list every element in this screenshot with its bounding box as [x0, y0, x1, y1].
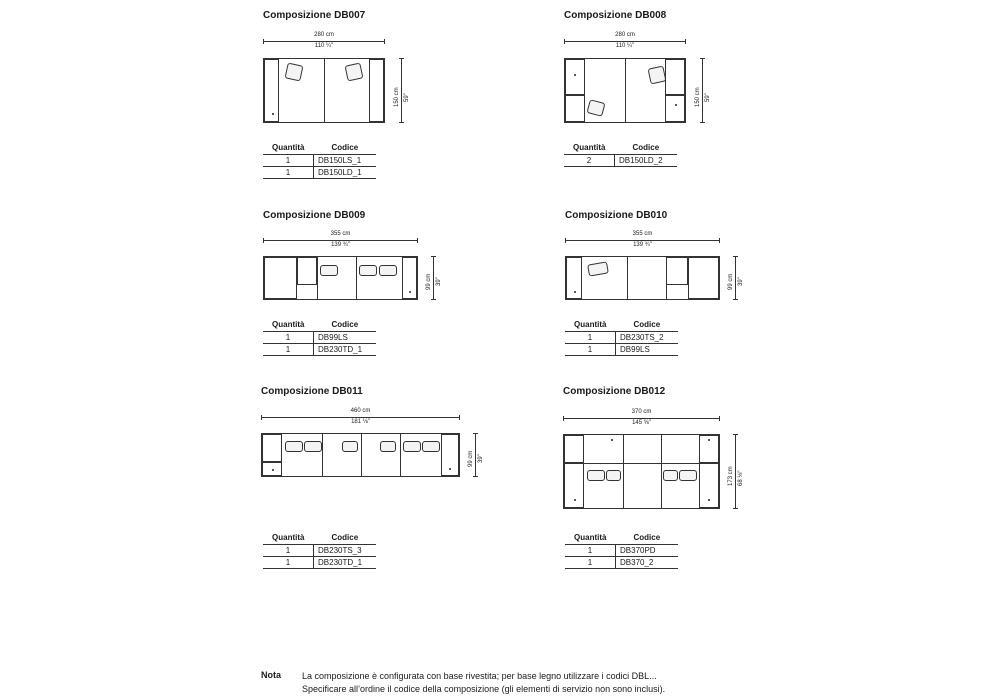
- seat-divider: [322, 434, 323, 476]
- composition-db012: [563, 386, 763, 576]
- quantity-header: Quantità: [263, 532, 314, 545]
- code-header: Codice: [616, 319, 679, 332]
- sofa-plan: [261, 433, 460, 477]
- seat-divider: [317, 257, 318, 299]
- marker-dot: [574, 291, 576, 293]
- cushion: [606, 470, 621, 481]
- code-header: Codice: [314, 142, 377, 155]
- cushion: [304, 441, 322, 452]
- cushion: [679, 470, 697, 481]
- width-in-label: 145 ⅝": [632, 420, 651, 426]
- quantity-header: Quantità: [263, 319, 314, 332]
- nota-line: La composizione è configurata con base rivestita; per base legno utilizzare i codici DBL...: [302, 671, 657, 681]
- width-in-label: 181 ⅛": [351, 419, 370, 425]
- depth-cm-label: 99 cm: [728, 273, 734, 290]
- table-row: 1 DB230TD_1: [263, 344, 376, 356]
- depth-in-label: 68 ⅛": [738, 470, 744, 486]
- table-row: 1 DB370PD: [565, 545, 678, 557]
- table-row: 1 DB99LS: [263, 332, 376, 344]
- width-cm-label: 280 cm: [314, 32, 334, 38]
- chaise-back: [297, 257, 317, 285]
- sofa-plan: [563, 434, 720, 509]
- depth-dimension-line: [475, 433, 476, 477]
- cushion: [379, 265, 397, 276]
- marker-dot: [675, 104, 677, 106]
- composition-db010: [565, 210, 765, 370]
- nota-label: Nota: [261, 670, 281, 680]
- width-dimension-line: [564, 41, 686, 42]
- side-table: [665, 59, 685, 95]
- side-table: [565, 95, 585, 122]
- marker-dot: [272, 469, 274, 471]
- width-dimension-line: [565, 240, 720, 241]
- seat-divider: [324, 59, 325, 122]
- depth-dimension-line: [735, 434, 736, 509]
- marker-dot: [409, 291, 411, 293]
- depth-cm-label: 150 cm: [394, 87, 400, 107]
- seat-divider: [400, 434, 401, 476]
- composition-db007: [263, 10, 423, 190]
- codes-table: [263, 142, 376, 179]
- table-row: 1 DB99LS: [565, 344, 678, 356]
- marker-dot: [574, 74, 576, 76]
- cushion: [586, 99, 605, 117]
- table-row: 1 DB150LS_1: [263, 155, 376, 167]
- cushion: [345, 63, 364, 82]
- cushion: [359, 265, 377, 276]
- side-table: [565, 59, 585, 95]
- codes-table: [565, 532, 678, 569]
- armrest: [688, 257, 719, 299]
- cushion: [285, 441, 303, 452]
- codes-table: [565, 319, 678, 356]
- width-cm-label: 370 cm: [631, 409, 652, 415]
- cushion: [320, 265, 338, 276]
- marker-dot: [574, 499, 576, 501]
- depth-in-label: 59": [404, 93, 410, 102]
- composition-db011: [261, 386, 501, 576]
- composition-db009: [263, 210, 463, 370]
- seat-divider: [661, 435, 662, 508]
- composition-title: Composizione DB011: [261, 386, 363, 397]
- sofa-plan: [564, 58, 686, 123]
- marker-dot: [708, 499, 710, 501]
- code-header: Codice: [314, 532, 377, 545]
- table-row: 2 DB150LD_2: [564, 155, 677, 167]
- depth-cm-label: 150 cm: [695, 87, 701, 107]
- table-row: 1 DB230TS_2: [565, 332, 678, 344]
- back-divider: [564, 463, 719, 464]
- width-in-label: 110 ¼": [314, 43, 334, 49]
- depth-in-label: 39": [738, 277, 744, 286]
- depth-dimension-line: [433, 256, 434, 300]
- quantity-header: Quantità: [263, 142, 314, 155]
- cushion: [422, 441, 440, 452]
- table-row: 1 DB230TS_3: [263, 545, 376, 557]
- side-table: [699, 463, 719, 508]
- marker-dot: [449, 468, 451, 470]
- side-table: [564, 435, 584, 463]
- codes-table: [263, 532, 376, 569]
- depth-dimension-line: [702, 58, 703, 123]
- depth-cm-label: 99 cm: [468, 450, 474, 467]
- width-in-label: 139 ¾": [633, 242, 652, 248]
- code-header: Codice: [314, 319, 377, 332]
- nota-line: Specificare all’ordine il codice della composizione (gli elementi di servizio non sono inclusi).: [302, 684, 666, 694]
- depth-in-label: 59": [705, 93, 711, 102]
- table-row: 1 DB370_2: [565, 557, 678, 569]
- cushion: [403, 441, 421, 452]
- marker-dot: [272, 113, 274, 115]
- marker-dot: [611, 439, 613, 441]
- quantity-header: Quantità: [565, 319, 616, 332]
- sofa-plan: [263, 256, 418, 300]
- table-row: 1 DB230TD_1: [263, 557, 376, 569]
- sofa-plan: [263, 58, 385, 123]
- composition-title: Composizione DB007: [263, 10, 366, 21]
- composition-title: Composizione DB008: [564, 10, 667, 21]
- quantity-header: Quantità: [564, 142, 615, 155]
- composition-title: Composizione DB012: [563, 386, 666, 397]
- side-table: [369, 59, 384, 122]
- depth-in-label: 39": [478, 454, 484, 463]
- width-dimension-line: [263, 41, 385, 42]
- quantity-header: Quantità: [565, 532, 616, 545]
- seat-divider: [361, 434, 362, 476]
- codes-table: [263, 319, 376, 356]
- depth-dimension-line: [401, 58, 402, 123]
- nota-text: [302, 670, 665, 696]
- cushion: [587, 470, 605, 481]
- cushion: [380, 441, 396, 452]
- width-in-label: 110 ¼": [615, 43, 635, 49]
- marker-dot: [708, 439, 710, 441]
- depth-cm-label: 173 cm: [728, 466, 734, 486]
- seat-divider: [627, 257, 628, 299]
- table-row: 1 DB150LD_1: [263, 167, 376, 179]
- composition-title: Composizione DB009: [263, 210, 366, 221]
- depth-dimension-line: [735, 256, 736, 300]
- composition-db008: [564, 10, 724, 190]
- code-header: Codice: [616, 532, 679, 545]
- cushion: [587, 261, 609, 276]
- cushion: [342, 441, 358, 452]
- cushion: [285, 63, 304, 82]
- cushion: [648, 66, 667, 85]
- cushion: [663, 470, 678, 481]
- width-dimension-line: [563, 418, 720, 419]
- width-cm-label: 355 cm: [632, 231, 653, 237]
- width-cm-label: 280 cm: [615, 32, 635, 38]
- width-dimension-line: [263, 240, 418, 241]
- seat-divider: [625, 59, 626, 122]
- width-cm-label: 460 cm: [350, 408, 371, 414]
- depth-cm-label: 99 cm: [426, 273, 432, 290]
- depth-in-label: 39": [436, 277, 442, 286]
- seat-divider: [356, 257, 357, 299]
- code-header: Codice: [615, 142, 678, 155]
- composition-title: Composizione DB010: [565, 210, 668, 221]
- side-table: [665, 95, 685, 122]
- armrest: [264, 257, 297, 299]
- chaise-back: [666, 257, 688, 285]
- width-in-label: 139 ¾": [331, 242, 350, 248]
- codes-table: [564, 142, 677, 167]
- seat-divider: [623, 435, 624, 508]
- sofa-plan: [565, 256, 720, 300]
- width-cm-label: 355 cm: [330, 231, 351, 237]
- width-dimension-line: [261, 417, 460, 418]
- side-table: [262, 434, 282, 462]
- side-table: [564, 463, 584, 508]
